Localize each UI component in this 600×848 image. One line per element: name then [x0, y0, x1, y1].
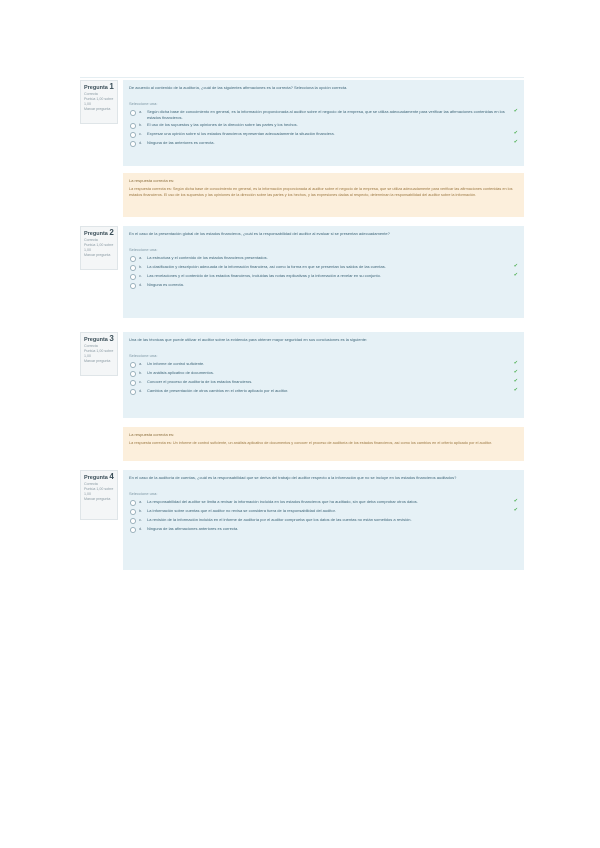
answer-option[interactable]: a. Según dicha base de conocimiento en general, es la información proporcionada al auditor sobre el negocio de la empresa, que se utiliza adecuadamente para verificar las afirmaciones contenidas en los estados financieros. ✔ [129, 109, 518, 120]
question-text: En el caso de la auditoría de cuentas, ¿cuál es la responsabilidad que se deriva del trabajo del auditor respecto a la información que no se incluye en los estados financieros auditados? [129, 475, 457, 480]
radio-button[interactable] [130, 110, 136, 116]
radio-button[interactable] [130, 132, 136, 138]
question-number: Pregunta 3 [84, 334, 114, 343]
correct-check-icon: ✔ [513, 498, 518, 504]
answer-prompt: Seleccione una: [129, 101, 158, 106]
correct-check-icon: ✔ [513, 507, 518, 513]
feedback-box [123, 173, 524, 217]
question-text: De acuerdo al contenido de la auditoría, ¿cuál de las siguientes afirmaciones es la correcta? Selecciona la opción correcta. [129, 85, 348, 90]
flag-question-link[interactable]: Marcar pregunta [84, 497, 111, 501]
question-state: Correcta [84, 482, 98, 486]
flag-question-link[interactable]: Marcar pregunta [84, 253, 111, 257]
question-state: Correcta [84, 92, 98, 96]
feedback-text: La respuesta correcta es: Según dicha base de conocimiento en general, es la información proporcionada al auditor sobre el negocio de la empresa, que se utiliza adecuadamente para verificar las afirmaciones contenidas en los estados financieros. El uso de los supuestos y las opiniones de la dirección sobre las partes y los hechos, y las expresiones dadas al respecto, determinan la responsabilidad del auditor sobre la información. [129, 187, 513, 197]
question-state: Correcta [84, 238, 98, 242]
radio-button[interactable] [130, 362, 136, 368]
feedback-box [123, 427, 524, 461]
answer-option[interactable]: c. La revisión de la información incluida en el informe de auditoría por el auditor comprueba que los datos de las cuentas no están sometidos a revisión. [129, 517, 518, 524]
answer-option[interactable]: d. Ninguna de las anteriores es correcta. ✔ [129, 140, 518, 147]
answer-option[interactable]: b. Un análisis aplicativo de documentos. ✔ [129, 370, 518, 377]
question-number: Pregunta 4 [84, 472, 114, 481]
radio-button[interactable] [130, 527, 136, 533]
question-grade: Puntúa 1,00 sobre 1,00 [84, 243, 114, 252]
radio-button[interactable] [130, 274, 136, 280]
flag-question-link[interactable]: Marcar pregunta [84, 107, 111, 111]
answer-option[interactable]: b. El uso de los supuestos y las opiniones de la dirección sobre las partes y los hechos. [129, 122, 518, 129]
question-content [123, 80, 524, 166]
radio-button[interactable] [130, 256, 136, 262]
radio-button[interactable] [130, 283, 136, 289]
radio-button[interactable] [130, 123, 136, 129]
question-number: Pregunta 2 [84, 228, 114, 237]
question-grade: Puntúa 1,00 sobre 1,00 [84, 349, 114, 358]
answer-option[interactable]: b. La clasificación y descripción adecuada de la información financiera, así como la forma en que se presentan los saldos de las cuentas. ✔ [129, 264, 518, 271]
answer-option[interactable]: d. Ninguna es correcta. [129, 282, 518, 289]
correct-check-icon: ✔ [513, 369, 518, 375]
answer-option[interactable]: a. La estructura y el contenido de los estados financieros presentados. [129, 255, 518, 262]
question-grade: Puntúa 1,00 sobre 1,00 [84, 487, 114, 496]
correct-check-icon: ✔ [513, 139, 518, 146]
question-info [80, 80, 118, 124]
question-text: En el caso de la presentación global de los estados financieros, ¿cuál es la responsabilidad del auditor al evaluar si se presentan adecuadamente? [129, 231, 390, 236]
radio-button[interactable] [130, 509, 136, 515]
correct-check-icon: ✔ [513, 360, 518, 366]
answer-option[interactable]: a. Un informe de control suficiente. ✔ [129, 361, 518, 368]
feedback-title: La respuesta correcta es: [129, 432, 175, 437]
radio-button[interactable] [130, 371, 136, 377]
question-info [80, 470, 118, 520]
feedback-text: La respuesta correcta es: Un informe de control suficiente, un análisis aplicativo de documentos y conocer el proceso de auditoría de los estados financieros, así como los cambios en el criterio aplicado por el auditor. [129, 441, 493, 445]
answer-option[interactable]: c. Las revelaciones y el contenido de los estados financieros, incluidas las notas explicativas y la información a revelar en su conjunto. ✔ [129, 273, 518, 280]
answer-prompt: Seleccione una: [129, 491, 158, 496]
question-content [123, 470, 524, 570]
radio-button[interactable] [130, 389, 136, 395]
question-number: Pregunta 1 [84, 82, 114, 91]
question-content [123, 226, 524, 318]
flag-question-link[interactable]: Marcar pregunta [84, 359, 111, 363]
question-state: Correcta [84, 344, 98, 348]
radio-button[interactable] [130, 500, 136, 506]
correct-check-icon: ✔ [513, 130, 518, 137]
answer-option[interactable]: c. Expresar una opinión sobre si los estados financieros representan adecuadamente la situación financiera. ✔ [129, 131, 518, 138]
radio-button[interactable] [130, 518, 136, 524]
radio-button[interactable] [130, 265, 136, 271]
answer-option[interactable]: a. La responsabilidad del auditor se limita a revisar la información incluida en los estados financieros que ha auditado, sin que deba comprobar otros datos. ✔ [129, 499, 518, 506]
question-content [123, 332, 524, 418]
answer-option[interactable]: c. Conocer el proceso de auditoría de los estados financieros. ✔ [129, 379, 518, 386]
top-divider [80, 77, 524, 78]
answer-prompt: Seleccione una: [129, 353, 158, 358]
correct-check-icon: ✔ [513, 108, 518, 114]
correct-check-icon: ✔ [513, 272, 518, 278]
question-text: Una de las técnicas que puede utilizar el auditor sobre la evidencia para obtener mayor seguridad en sus conclusiones es la siguiente: [129, 337, 368, 342]
correct-check-icon: ✔ [513, 387, 518, 393]
answer-option[interactable]: d. Ninguna de las afirmaciones anteriores es correcta. [129, 526, 518, 533]
correct-check-icon: ✔ [513, 378, 518, 384]
feedback-title: La respuesta correcta es: [129, 178, 175, 183]
correct-check-icon: ✔ [513, 263, 518, 269]
question-info [80, 332, 118, 376]
radio-button[interactable] [130, 380, 136, 386]
question-grade: Puntúa 1,00 sobre 1,00 [84, 97, 114, 106]
answer-option[interactable]: d. Cambios de presentación de otros cambios en el criterio aplicado por el auditor. ✔ [129, 388, 518, 395]
question-info [80, 226, 118, 270]
answer-prompt: Seleccione una: [129, 247, 158, 252]
answer-option[interactable]: b. La información sobre cuentas que el auditor no revisa se considera fuera de la responsabilidad del auditor. ✔ [129, 508, 518, 515]
radio-button[interactable] [130, 141, 136, 147]
